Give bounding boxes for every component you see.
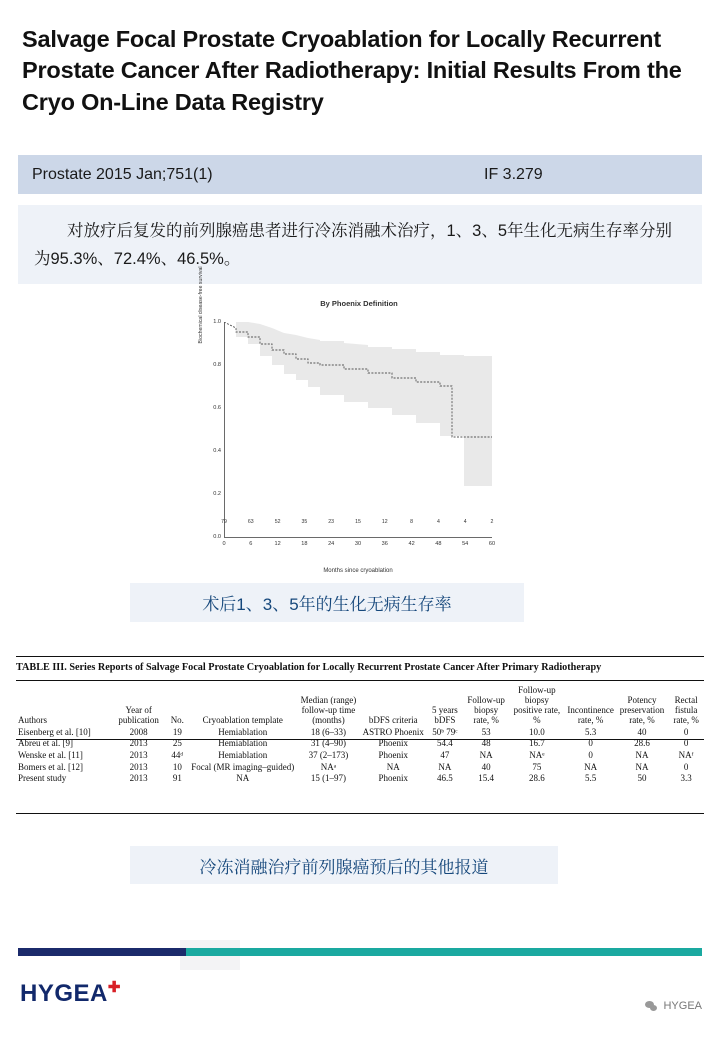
- cell-no: 10: [172, 761, 182, 772]
- table-row: [16, 738, 704, 750]
- wechat-icon: [645, 1001, 658, 1012]
- cell-author: Bomers et al. [12]: [18, 761, 83, 772]
- col-year: Year of publication: [118, 705, 159, 726]
- cell-no: 44ᵈ: [171, 750, 184, 761]
- impact-factor: IF 3.279: [484, 165, 543, 183]
- col-fistula: Rectal fistula rate, %: [673, 695, 699, 726]
- citation-bar: [18, 155, 702, 194]
- col-5y-bdfs: 5 years bDFS: [432, 705, 458, 726]
- x-tick-9: 54: [462, 541, 469, 547]
- cell-biopsy-pos: 10.0: [529, 726, 545, 737]
- y-tick-2: 0.4: [213, 448, 221, 454]
- table-row: [16, 726, 704, 738]
- cell-followup: 31 (4–90): [310, 738, 347, 749]
- chart-title: By Phoenix Definition: [320, 299, 398, 308]
- cell-author: Eisenberg et al. [10]: [18, 726, 91, 737]
- cell-biopsy-rate: NA: [479, 750, 493, 761]
- at-risk-8: 4: [436, 519, 440, 525]
- at-risk-4: 23: [328, 519, 335, 525]
- cell-template: NA: [236, 773, 250, 784]
- x-tick-3: 18: [301, 541, 308, 547]
- table-row: [16, 773, 704, 785]
- at-risk-7: 8: [410, 519, 414, 525]
- y-axis-label: Biochemical disease-free survival: [198, 266, 204, 344]
- footer-bar-teal: [186, 948, 702, 956]
- cell-fistula: 0: [683, 738, 689, 749]
- y-tick-1: 0.2: [213, 491, 221, 497]
- cell-incontinence: 5.3: [584, 726, 597, 737]
- cell-criteria: Phoenix: [378, 750, 409, 761]
- cell-biopsy-pos: 16.7: [529, 738, 545, 749]
- cell-incontinence: 0: [588, 738, 593, 749]
- cell-fistula: 0: [683, 761, 689, 772]
- cell-biopsy-rate: 15.4: [478, 773, 495, 784]
- cell-incontinence: 5.5: [584, 773, 597, 784]
- cell-template: Hemiablation: [218, 738, 268, 749]
- brand-logo: [20, 978, 121, 1008]
- cell-fistula: 3.3: [680, 773, 692, 784]
- col-incontinence: Incontinence rate, %: [567, 705, 614, 726]
- y-tick-5: 1.0: [213, 319, 221, 325]
- cell-year: 2013: [129, 761, 148, 772]
- cell-year: 2013: [129, 773, 148, 784]
- cell-followup: 15 (1–97): [310, 773, 347, 784]
- x-tick-7: 42: [408, 541, 415, 547]
- x-tick-5: 30: [354, 541, 362, 547]
- cell-potency: 50: [637, 773, 647, 784]
- footer-bars: [0, 948, 720, 956]
- at-risk-10: 2: [490, 519, 494, 525]
- cell-followup: NAᵃ: [320, 761, 337, 772]
- cell-year: 2008: [129, 726, 148, 737]
- y-tick-4: 0.8: [213, 362, 221, 368]
- cell-bdfs: 47: [440, 750, 450, 761]
- wechat-handle-text: HYGEA: [663, 1000, 702, 1012]
- cell-biopsy-rate: 48: [481, 738, 491, 749]
- cell-biopsy-pos: 28.6: [529, 773, 545, 784]
- cell-criteria: Phoenix: [378, 773, 409, 784]
- cell-biopsy-pos: 75: [532, 761, 542, 772]
- table-header-rule-top: [16, 680, 704, 681]
- at-risk-3: 35: [301, 519, 308, 525]
- cell-bdfs: 46.5: [437, 773, 453, 784]
- table-area: [8, 650, 712, 832]
- y-tick-0: 0.0: [213, 534, 221, 540]
- table-title: TABLE III. Series Reports of Salvage Focal Prostate Cryoablation for Locally Recurrent Prostate Cancer After Primary Radiotherapy: [16, 662, 602, 673]
- table-head: [16, 684, 704, 726]
- cell-incontinence: 0: [588, 750, 593, 761]
- cell-potency: NA: [635, 761, 649, 772]
- brand-logo-text: HYGEA: [20, 980, 108, 1007]
- cell-year: 2013: [129, 750, 148, 761]
- journal-citation: Prostate 2015 Jan;751(1): [32, 165, 213, 183]
- table-caption-box: [130, 846, 558, 884]
- cell-bdfs: 54.4: [437, 738, 453, 749]
- at-risk-1: 63: [247, 519, 254, 525]
- footer-bar-navy: [18, 948, 186, 956]
- table-row: [16, 750, 704, 762]
- x-tick-10: 60: [488, 541, 496, 547]
- col-authors: Authors: [18, 715, 47, 726]
- cell-no: 25: [172, 738, 182, 749]
- cell-biopsy-rate: 40: [481, 761, 491, 772]
- x-tick-2: 12: [274, 541, 281, 547]
- summary-text: 对放疗后复发的前列腺癌患者进行冷冻消融术治疗，1、3、5年生化无病生存率分别为95.3%、72.4%、46.5%。: [34, 222, 673, 269]
- table-row: [16, 761, 704, 773]
- cell-no: 19: [172, 726, 182, 737]
- series-reports-table: [16, 684, 704, 784]
- cell-author: Present study: [18, 773, 67, 784]
- cell-no: 91: [172, 773, 182, 784]
- x-tick-1: 6: [249, 541, 253, 547]
- x-tick-6: 36: [381, 541, 388, 547]
- col-followup-time: Median (range) follow-up time (months): [300, 695, 357, 726]
- chart-svg: [224, 322, 492, 538]
- cell-template: Hemiablation: [218, 750, 268, 761]
- table-caption-text: 冷冻消融治疗前列腺癌预后的其他报道: [199, 857, 489, 877]
- cell-bdfs: NA: [438, 761, 452, 772]
- table-body: [16, 726, 704, 784]
- col-biopsy-rate: Follow-up biopsy rate, %: [467, 695, 505, 726]
- col-no: No.: [170, 715, 184, 726]
- figure-caption-text: 术后1、3、5年的生化无病生存率: [202, 595, 452, 614]
- cell-fistula: 0: [683, 726, 689, 737]
- at-risk-5: 15: [355, 519, 361, 525]
- cell-bdfs: 50ᵇ 79ᶜ: [432, 726, 458, 737]
- cell-followup: 18 (6–33): [310, 726, 347, 737]
- cell-template: Focal (MR imaging–guided): [191, 761, 295, 772]
- at-risk-2: 52: [274, 519, 281, 525]
- wechat-handle: [645, 1000, 702, 1012]
- cell-potency: 28.6: [634, 738, 650, 749]
- cell-incontinence: NA: [584, 761, 598, 772]
- page-title: Salvage Focal Prostate Cryoablation for Locally Recurrent Prostate Cancer After Radiotherapy: Initial Results From the Cryo On-Line Data Registry: [22, 26, 682, 115]
- figure-caption-box: [130, 583, 524, 622]
- cell-biopsy-rate: 53: [481, 726, 491, 737]
- cell-criteria: Phoenix: [378, 738, 409, 749]
- table-bottom-rule: [16, 813, 704, 814]
- cell-year: 2013: [129, 738, 148, 749]
- cell-criteria: NA: [386, 761, 400, 772]
- x-tick-4: 24: [328, 541, 335, 547]
- cell-template: Hemiablation: [218, 726, 268, 737]
- cell-potency: NA: [635, 750, 649, 761]
- x-axis-label: Months since cryoablation: [323, 568, 393, 574]
- cell-criteria: ASTRO Phoenix: [362, 726, 424, 737]
- cell-potency: 40: [637, 726, 647, 737]
- at-risk-9: 4: [463, 519, 467, 525]
- col-template: Cryoablation template: [202, 715, 283, 726]
- summary-box: [18, 205, 702, 284]
- table-top-rule: [16, 656, 704, 657]
- cell-fistula: NAᶠ: [678, 750, 694, 761]
- cell-author: Abreu et al. [9]: [18, 738, 73, 749]
- at-risk-6: 12: [381, 519, 388, 525]
- col-bdfs-criteria: bDFS criteria: [368, 715, 418, 726]
- figure-area: [18, 266, 702, 580]
- col-biopsy-positive: Follow-up biopsy positive rate, %: [513, 685, 561, 726]
- cell-followup: 37 (2–173): [308, 750, 349, 761]
- x-tick-8: 48: [435, 541, 442, 547]
- col-potency: Potency preservation rate, %: [619, 695, 665, 726]
- survival-chart: [194, 266, 524, 574]
- cell-author: Wenske et al. [11]: [18, 750, 83, 761]
- cell-biopsy-pos: NAᵉ: [529, 750, 545, 761]
- cross-icon: ✚: [107, 979, 121, 996]
- table-header-row: [16, 684, 704, 726]
- x-tick-0: 0: [222, 541, 226, 547]
- at-risk-0: 79: [221, 519, 227, 525]
- y-tick-3: 0.6: [213, 405, 221, 411]
